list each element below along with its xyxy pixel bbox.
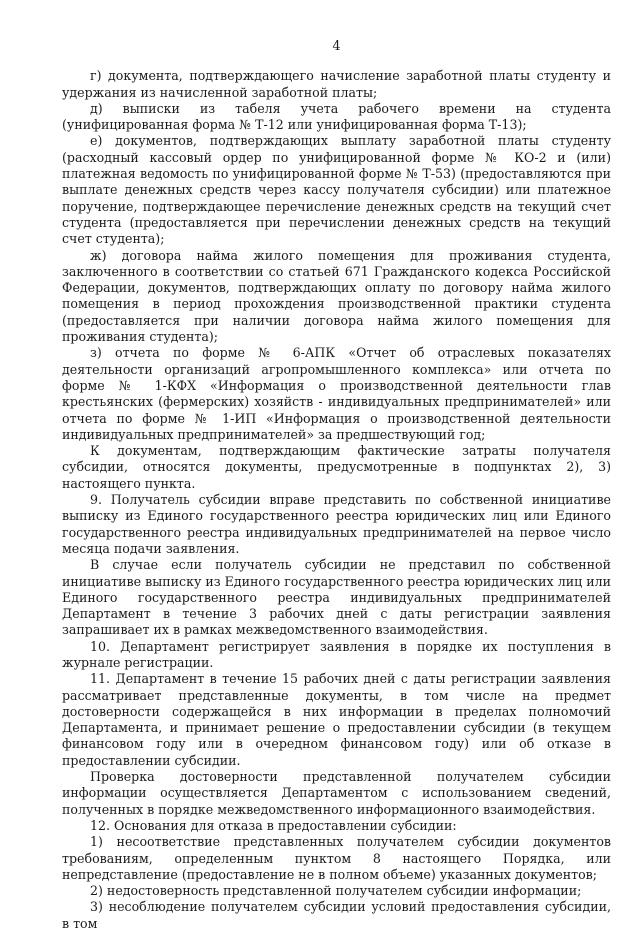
paragraph-11: 11. Департамент в течение 15 рабочих дней с даты регистрации заявления рассматривает представленные документы, в том числе на предмет достоверности содержащейся в них информации в пределах полномочий Департамента, и принимает решение о предоставлении субсидии (в текущем финансовом году или в очередном финансовом году) или об отказе в предоставлении субсидии. bbox=[62, 671, 611, 768]
paragraph-12-item-1: 1) несоответствие представленных получателем субсидии документов требованиям, определенным пунктом 8 настоящего Порядка, или непредставление (предоставление не в полном объеме) указанных документов; bbox=[62, 834, 611, 882]
page-number: 4 bbox=[332, 38, 341, 53]
paragraph-9-extract-request: В случае если получатель субсидии не представил по собственной инициативе выписку из Единого государственного реестра юридических лиц или Единого государственного реестра индивидуальных предпринимателей Департамент в течение 3 рабочих дней с даты регистрации заявления запрашивает их в рамках межведомственного взаимодействия. bbox=[62, 557, 611, 638]
paragraph-9: 9. Получатель субсидии вправе представить по собственной инициативе выписку из Единого государственного реестра юридических лиц или Единого государственного реестра индивидуальных предпринимателей на первое число месяца подачи заявления. bbox=[62, 492, 611, 556]
paragraph-12-item-3: 3) несоблюдение получателем субсидии условий предоставления субсидии, в том bbox=[62, 899, 611, 931]
paragraph-z: з) отчета по форме № 6-АПК «Отчет об отраслевых показателях деятельности организаций агропромышленного комплекса» или отчета по форме № 1-КФХ «Информация о производственной деятельности глав крестьянских (фермерских) хозяйств - индивидуальных предпринимателей» или отчета по форме № 1-ИП «Информация о производственной деятельности индивидуальных предпринимателей» за предшествующий год; bbox=[62, 345, 611, 442]
paragraph-12-item-2: 2) недостоверность представленной получателем субсидии информации; bbox=[90, 883, 582, 899]
paragraph-12: 12. Основания для отказа в предоставлении субсидии: bbox=[90, 817, 457, 833]
paragraph-actual-costs: К документам, подтверждающим фактические затраты получателя субсидии, относятся документы, предусмотренные в подпунктах 2), 3) настоящего пункта. bbox=[62, 443, 611, 491]
paragraph-e: е) документов, подтверждающих выплату заработной платы студенту (расходный кассовый ордер по унифицированной форме № КО-2 и (или) платежная ведомость по унифицированной форме № Т-53) (предоставляются при выплате денежных средств через кассу получателя субсидии) или платежное поручение, подтверждающее перечисление денежных средств на текущий счет студента (предоставляется при перечислении денежных средств на текущий счет студента); bbox=[62, 133, 611, 247]
document-page bbox=[62, 38, 611, 932]
paragraph-zh: ж) договора найма жилого помещения для проживания студента, заключенного в соответствии со статьей 671 Гражданского кодекса Российской Федерации, документов, подтверждающих оплату по договору найма жилого помещения в период прохождения производственной практики студента (предоставляется при наличии договора найма жилого помещения для проживания студента); bbox=[62, 247, 611, 345]
paragraph-d: д) выписки из табеля учета рабочего времени на студента (унифицированная форма № Т-12 или унифицированная форма Т-13); bbox=[62, 100, 611, 133]
paragraph-g: г) документа, подтверждающего начисление заработной платы студенту и удержания из начисленной заработной платы; bbox=[62, 68, 611, 100]
paragraph-11-verification: Проверка достоверности представленной получателем субсидии информации осуществляется Департаментом с использованием сведений, полученных в порядке межведомственного информационного взаимодействия. bbox=[62, 769, 611, 817]
paragraph-10: 10. Департамент регистрирует заявления в порядке их поступления в журнале регистрации. bbox=[62, 638, 611, 670]
